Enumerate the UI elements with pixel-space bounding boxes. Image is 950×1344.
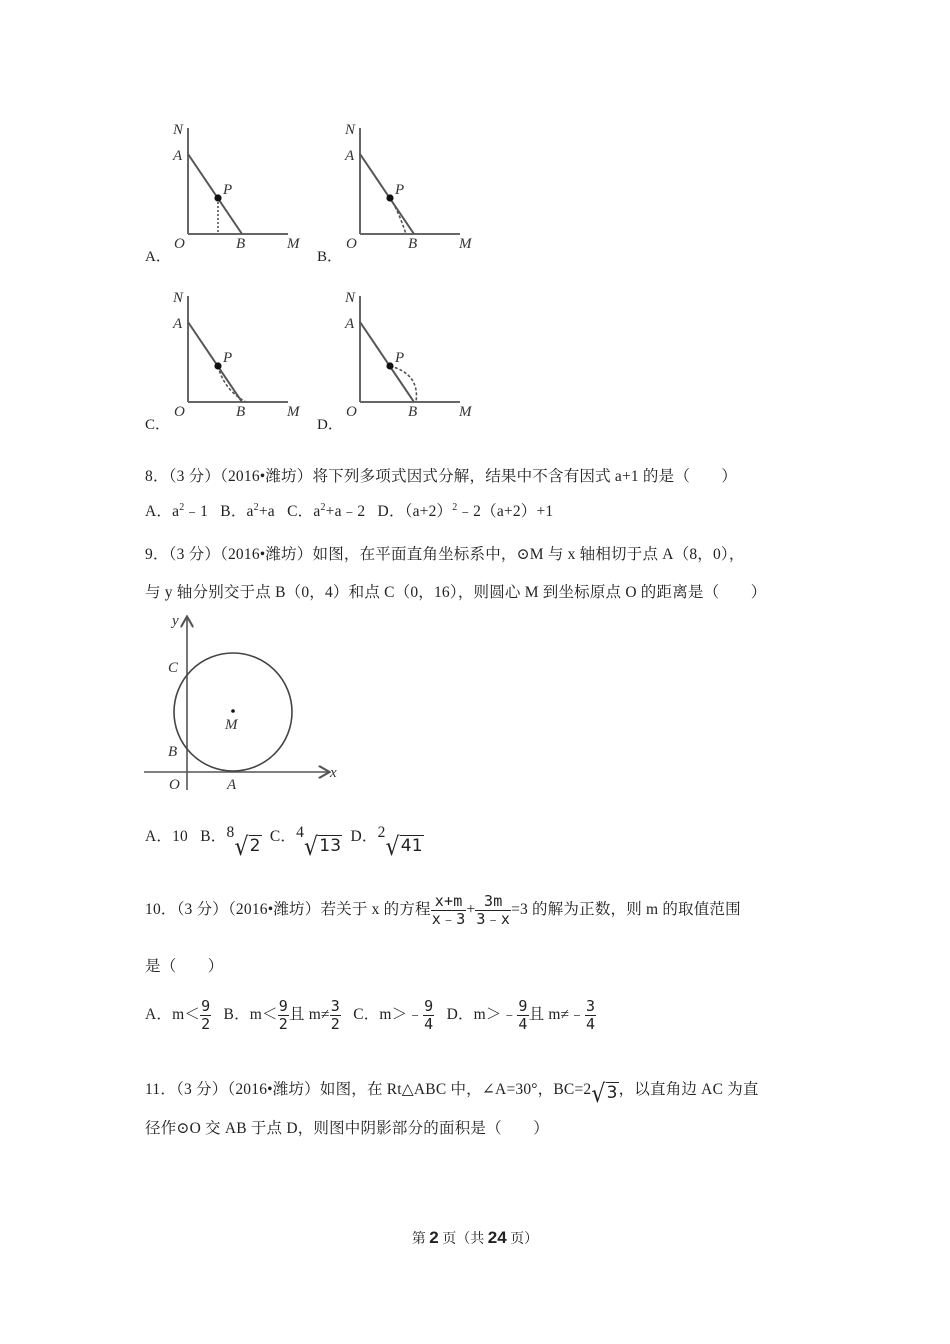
label-m: M [287, 236, 300, 252]
q8-option-b: B．$a^2+a$ [220, 501, 275, 520]
question-9-options [145, 824, 424, 862]
label-p: P [395, 182, 405, 198]
label-p: P [223, 182, 233, 198]
question-9-figure [140, 608, 350, 798]
label-b: B [408, 236, 418, 252]
label-p: P [395, 350, 405, 366]
label-b: B [408, 404, 418, 420]
question-9-line-2: 与 y 轴分别交于点 B（0，4）和点 C（0，16），则圆心 M 到坐标原点 O 的距离是（ ） [145, 584, 767, 601]
label-a: A [173, 316, 183, 332]
label-o: O [174, 236, 185, 252]
option-label-c: C． [145, 417, 171, 433]
label-b: B [236, 404, 246, 420]
label-b: B [168, 744, 178, 760]
label-o: O [346, 404, 357, 420]
option-figure-b [340, 118, 480, 253]
label-x: x [330, 765, 337, 781]
label-y: y [172, 613, 179, 629]
label-o: O [174, 404, 185, 420]
option-figure-c [168, 286, 308, 421]
label-n: N [173, 122, 184, 138]
label-m: M [459, 404, 472, 420]
question-8-options [145, 499, 553, 521]
q9-option-c: C．4√13 [269, 824, 342, 862]
question-10-line-1: 10．（3 分）（2016•潍坊）若关于 x 的方程 $\frac{x+m}{x﹣3}$ + $\frac{3m}{3﹣x}$ =3 的解为正数，则 m 的取值范围 [145, 892, 741, 928]
question-11-line-2: 径作⊙O 交 AB 于点 D，则图中阴影部分的面积是（ ） [145, 1120, 549, 1137]
label-m: M [287, 404, 300, 420]
label-a: A [173, 148, 183, 164]
label-o: O [346, 236, 357, 252]
q10-option-b: B．m＜ $\frac{9}{2}$ 且 m≠ $\frac{3}{2}$ [223, 997, 340, 1033]
question-9-line-1: 9．（3 分）（2016•潍坊）如图，在平面直角坐标系中，⊙M 与 x 轴相切于点 A（8，0）， [145, 546, 745, 563]
label-a: A [345, 316, 355, 332]
label-b: B [236, 236, 246, 252]
label-n: N [345, 122, 356, 138]
q9-option-b: B．8√2 [200, 824, 261, 862]
label-m: M [459, 236, 472, 252]
fraction: $\frac{x+m}{x﹣3}$ [431, 892, 466, 928]
q10-option-d: D．m＞﹣ $\frac{9}{4}$ 且 m≠﹣ $\frac{3}{4}$ [446, 997, 596, 1033]
label-a: A [345, 148, 355, 164]
page-footer: 第 2 页（共 24 页） [411, 1228, 539, 1247]
q9-option-d: D．2√41 [350, 824, 423, 862]
question-10-line-2: 是（ ） [145, 958, 224, 975]
page-number: 2 [429, 1228, 439, 1247]
total-pages: 24 [487, 1228, 507, 1247]
label-a: A [227, 777, 237, 793]
label-c: C [168, 660, 179, 676]
question-10-options [145, 998, 596, 1033]
label-n: N [173, 290, 184, 306]
label-o: O [169, 777, 180, 793]
question-11-line-1: 11．（3 分）（2016•潍坊）如图，在 Rt△ABC 中，∠A=30°，BC=2√3，以直角边 AC 为直 [145, 1080, 759, 1109]
option-label-b: B． [317, 249, 343, 265]
option-label-a: A． [145, 249, 171, 265]
option-label-d: D． [317, 417, 343, 433]
q8-option-c: C．$a^2+a﹣2$ [287, 501, 366, 520]
q8-option-a: A．$a^2﹣1$ [145, 501, 209, 520]
option-figure-a [168, 118, 308, 253]
fraction: $\frac{3m}{3﹣x}$ [476, 892, 511, 928]
label-n: N [345, 290, 356, 306]
option-figure-d [340, 286, 480, 421]
q9-option-a: A．10 [145, 828, 188, 845]
q8-option-d: D．$(a+2)^2﹣2(a+2)+1$ [377, 501, 554, 520]
q10-option-c: C．m＞﹣ $\frac{9}{4}$ [353, 997, 434, 1033]
question-8-stem: 8．（3 分）（2016•潍坊）将下列多项式因式分解，结果中不含有因式 a+1 的是（ ） [145, 468, 738, 485]
label-m: M [225, 717, 238, 733]
q10-option-a: A．m＜ $\frac{9}{2}$ [145, 997, 211, 1033]
label-p: P [223, 350, 233, 366]
